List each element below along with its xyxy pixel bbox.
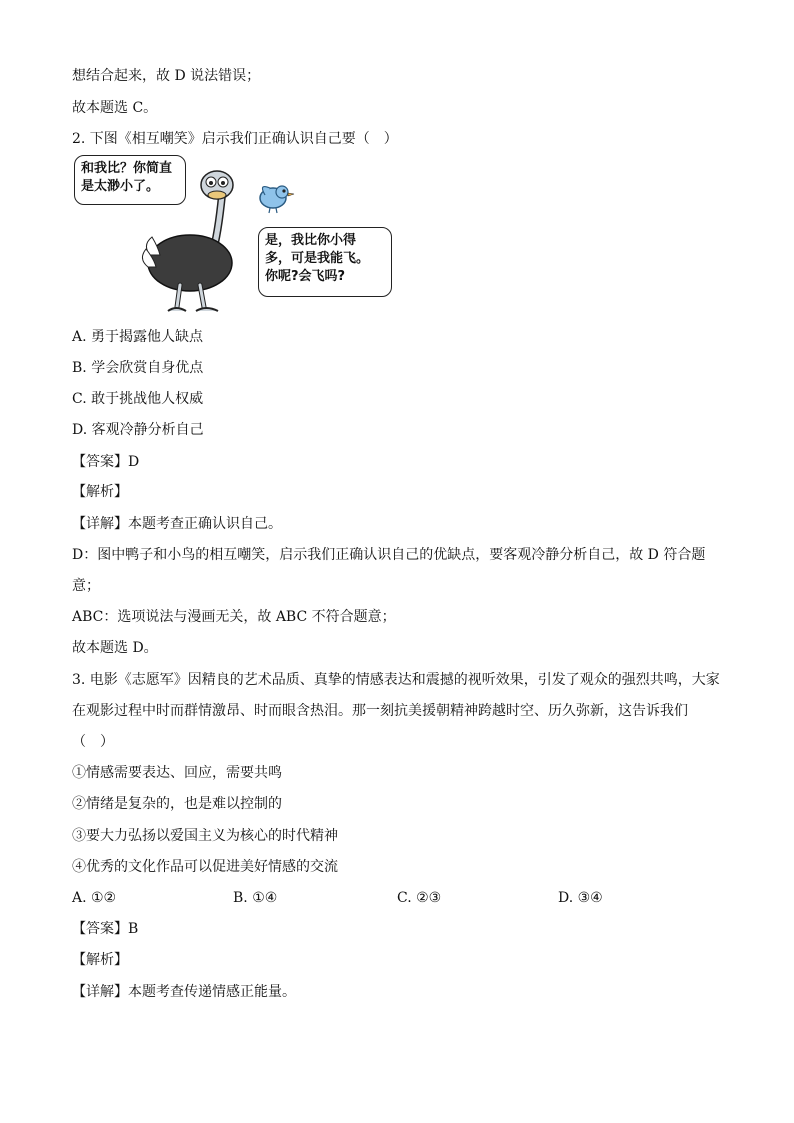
detail-tag: 【详解】 xyxy=(72,516,128,532)
bubble-line: 是太渺小了。 xyxy=(81,179,160,194)
bird-speech-bubble xyxy=(258,227,392,297)
q3-stem-line1: 3. 电影《志愿军》因精良的艺术品质、真挚的情感表达和震撼的视听效果，引发了观众的强烈共鸣，大家 xyxy=(72,672,720,688)
q2-explain-abc: ABC：选项说法与漫画无关，故 ABC 不符合题意； xyxy=(72,609,396,625)
q3-item-2: ②情绪是复杂的，也是难以控制的 xyxy=(72,796,282,812)
q3-item-4: ④优秀的文化作品可以促进美好情感的交流 xyxy=(72,859,338,875)
q3-item-3: ③要大力弘扬以爱国主义为核心的时代精神 xyxy=(72,828,338,844)
q2-option-a: A. 勇于揭露他人缺点 xyxy=(72,329,204,345)
cartoon-mutual-mockery xyxy=(72,155,402,320)
answer-tag: 【答案】 xyxy=(72,454,128,470)
bubble-line: 多，可是我能飞。 xyxy=(265,251,370,266)
q3-option-d: D. ③④ xyxy=(558,890,603,906)
q2-option-c: C. 敢于挑战他人权威 xyxy=(72,391,204,407)
q2-answer xyxy=(72,452,139,472)
q1-explain-line: 想结合起来，故 D 说法错误； xyxy=(72,68,261,84)
q3-stem-bracket: （ ） xyxy=(72,734,114,750)
q3-option-c: C. ②③ xyxy=(397,890,442,906)
bubble-line: 和我比？你简直 xyxy=(81,161,173,176)
bubble-line: 你呢?会飞吗? xyxy=(265,269,346,284)
q2-detail xyxy=(72,514,282,534)
q1-conclusion: 故本题选 C。 xyxy=(72,100,158,116)
answer-tag: 【答案】 xyxy=(72,921,128,937)
detail-tag: 【详解】 xyxy=(72,984,128,1000)
q2-option-d: D. 客观冷静分析自己 xyxy=(72,422,204,438)
q3-option-b: B. ①④ xyxy=(233,890,278,906)
bird-figure xyxy=(260,186,294,213)
q2-stem: 2. 下图《相互嘲笑》启示我们正确认识自己要（ ） xyxy=(72,131,398,147)
q2-explain-d-cont: 意； xyxy=(72,578,100,594)
detail-text: 本题考查正确认识自己。 xyxy=(128,516,282,532)
q3-stem-line2: 在观影过程中时而群情激昂、时而眼含热泪。那一刻抗美援朝精神跨越时空、历久弥新，这告诉我们 xyxy=(72,703,688,719)
q3-option-a: A. ①② xyxy=(72,890,117,906)
q3-analysis-tag: 【解析】 xyxy=(72,952,128,968)
q2-option-b: B. 学会欣赏自身优点 xyxy=(72,360,204,376)
ostrich-figure xyxy=(142,171,233,311)
q3-answer xyxy=(72,919,138,939)
q2-explain-d: D：图中鸭子和小鸟的相互嘲笑，启示我们正确认识自己的优缺点，要客观冷静分析自己，故 D 符合题 xyxy=(72,547,706,563)
q3-detail xyxy=(72,982,296,1002)
detail-text: 本题考查传递情感正能量。 xyxy=(128,984,296,1000)
q2-analysis-tag: 【解析】 xyxy=(72,484,128,500)
q2-conclusion: 故本题选 D。 xyxy=(72,640,158,656)
q3-item-1: ①情感需要表达、回应，需要共鸣 xyxy=(72,765,282,781)
answer-value: D xyxy=(128,454,140,470)
bubble-line: 是，我比你小得 xyxy=(265,233,357,248)
answer-value: B xyxy=(128,921,139,937)
